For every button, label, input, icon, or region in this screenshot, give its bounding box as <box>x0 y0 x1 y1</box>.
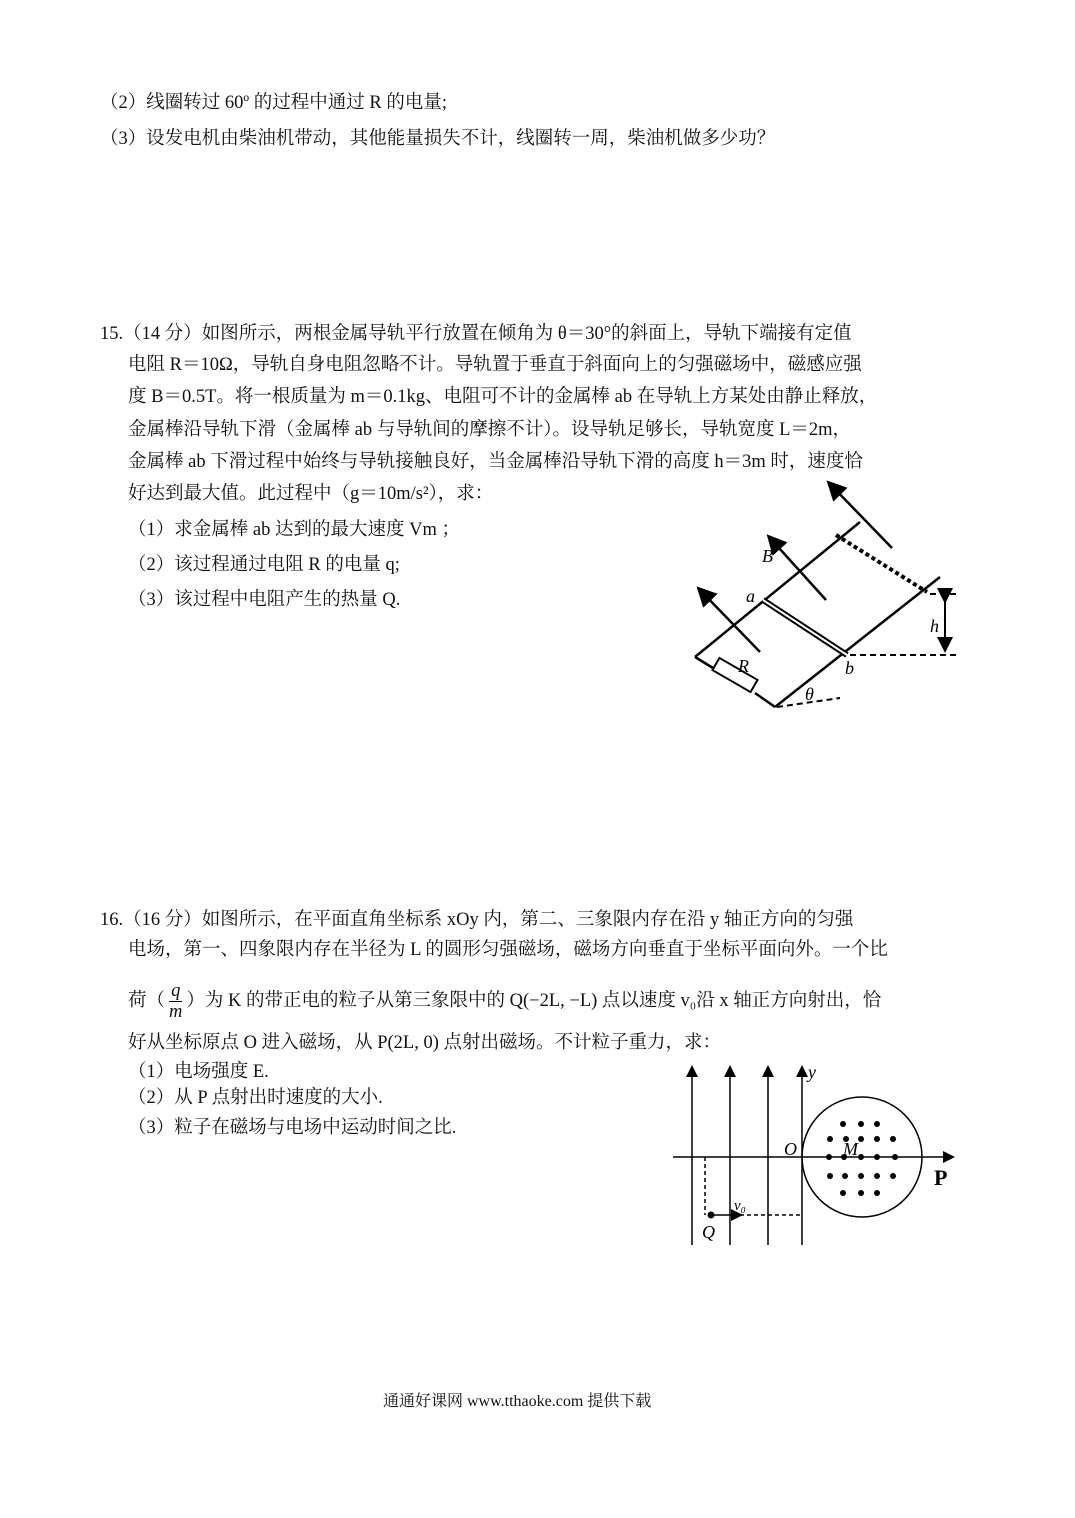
label-P: P <box>934 1165 948 1190</box>
q16-sub: （1）电场强度 E. <box>128 1062 269 1082</box>
q16-sub: （3）粒子在磁场与电场中运动时间之比. <box>128 1118 457 1138</box>
q16-line: 电场，第一、四象限内存在半径为 L 的圆形匀强磁场，磁场方向垂直于坐标平面向外。一个比 <box>128 940 888 960</box>
q16-line: 好从坐标原点 O 进入磁场，从 P(2L, 0) 点射出磁场。不计粒子重力，求： <box>128 1033 722 1053</box>
label-v0: v₀ <box>734 1198 746 1214</box>
label-h: h <box>930 616 939 636</box>
fraction-q-over-m: $\frac{q}{m}$ <box>169 981 183 1022</box>
q16-line: 16.（16 分）如图所示，在平面直角坐标系 xOy 内，第二、三象限内存在沿 y 轴正方向的匀强 <box>100 910 854 930</box>
label-R: R <box>738 656 749 676</box>
q16-sub: （2）从 P 点射出时速度的大小. <box>128 1088 383 1108</box>
coordinate-field-diagram <box>673 1068 952 1245</box>
q15-line: 好达到最大值。此过程中（g＝10m/s²），求： <box>128 484 494 504</box>
q15-sub: （1）求金属棒 ab 达到的最大速度 Vm ； <box>128 520 460 540</box>
q15-line: 电阻 R＝10Ω，导轨自身电阻忽略不计。导轨置于垂直于斜面向上的匀强磁场中，磁感应强 <box>128 355 862 375</box>
label-y: y <box>808 1062 816 1082</box>
q15-line: 15.（14 分）如图所示，两根金属导轨平行放置在倾角为 θ＝30°的斜面上，导轨下端接有定值 <box>100 324 852 344</box>
q15-line: 金属棒 ab 下滑过程中始终与导轨接触良好，当金属棒沿导轨下滑的高度 h＝3m 时，速度恰 <box>128 452 863 472</box>
label-Q: Q <box>702 1222 715 1242</box>
question-14-part3: （3）设发电机由柴油机带动，其他能量损失不计，线圈转一周，柴油机做多少功？ <box>100 129 776 149</box>
q16-line-3: 荷（ $\frac{q}{m}$ ）为 K 的带正电的粒子从第三象限中的 Q(−2L, −L) 点以速度 v₀沿 x 轴正方向射出，恰 <box>128 981 882 1022</box>
label-B: B <box>762 546 773 566</box>
q15-sub: （2）该过程通过电阻 R 的电量 q; <box>128 555 400 575</box>
q15-line: 度 B＝0.5T。将一根质量为 m＝0.1kg、电阻可不计的金属棒 ab 在导轨上方某处由静止释放， <box>128 387 878 407</box>
q15-line: 金属棒沿导轨下滑（金属棒 ab 与导轨间的摩擦不计）。设导轨足够长，导轨宽度 L＝2m， <box>128 420 852 440</box>
question-14-part2: （2）线圈转过 60º 的过程中通过 R 的电量; <box>100 93 447 113</box>
label-M: M <box>843 1139 858 1159</box>
label-O: O <box>784 1139 797 1159</box>
magnetic-field-dots <box>826 1121 898 1196</box>
label-a: a <box>746 586 755 606</box>
label-theta: θ <box>805 684 814 704</box>
incline-rails-diagram <box>695 484 960 707</box>
q15-sub: （3）该过程中电阻产生的热量 Q. <box>128 590 401 610</box>
label-b: b <box>845 658 854 678</box>
footer: 通通好课网 www.tthaoke.com 提供下载 <box>383 1393 652 1410</box>
